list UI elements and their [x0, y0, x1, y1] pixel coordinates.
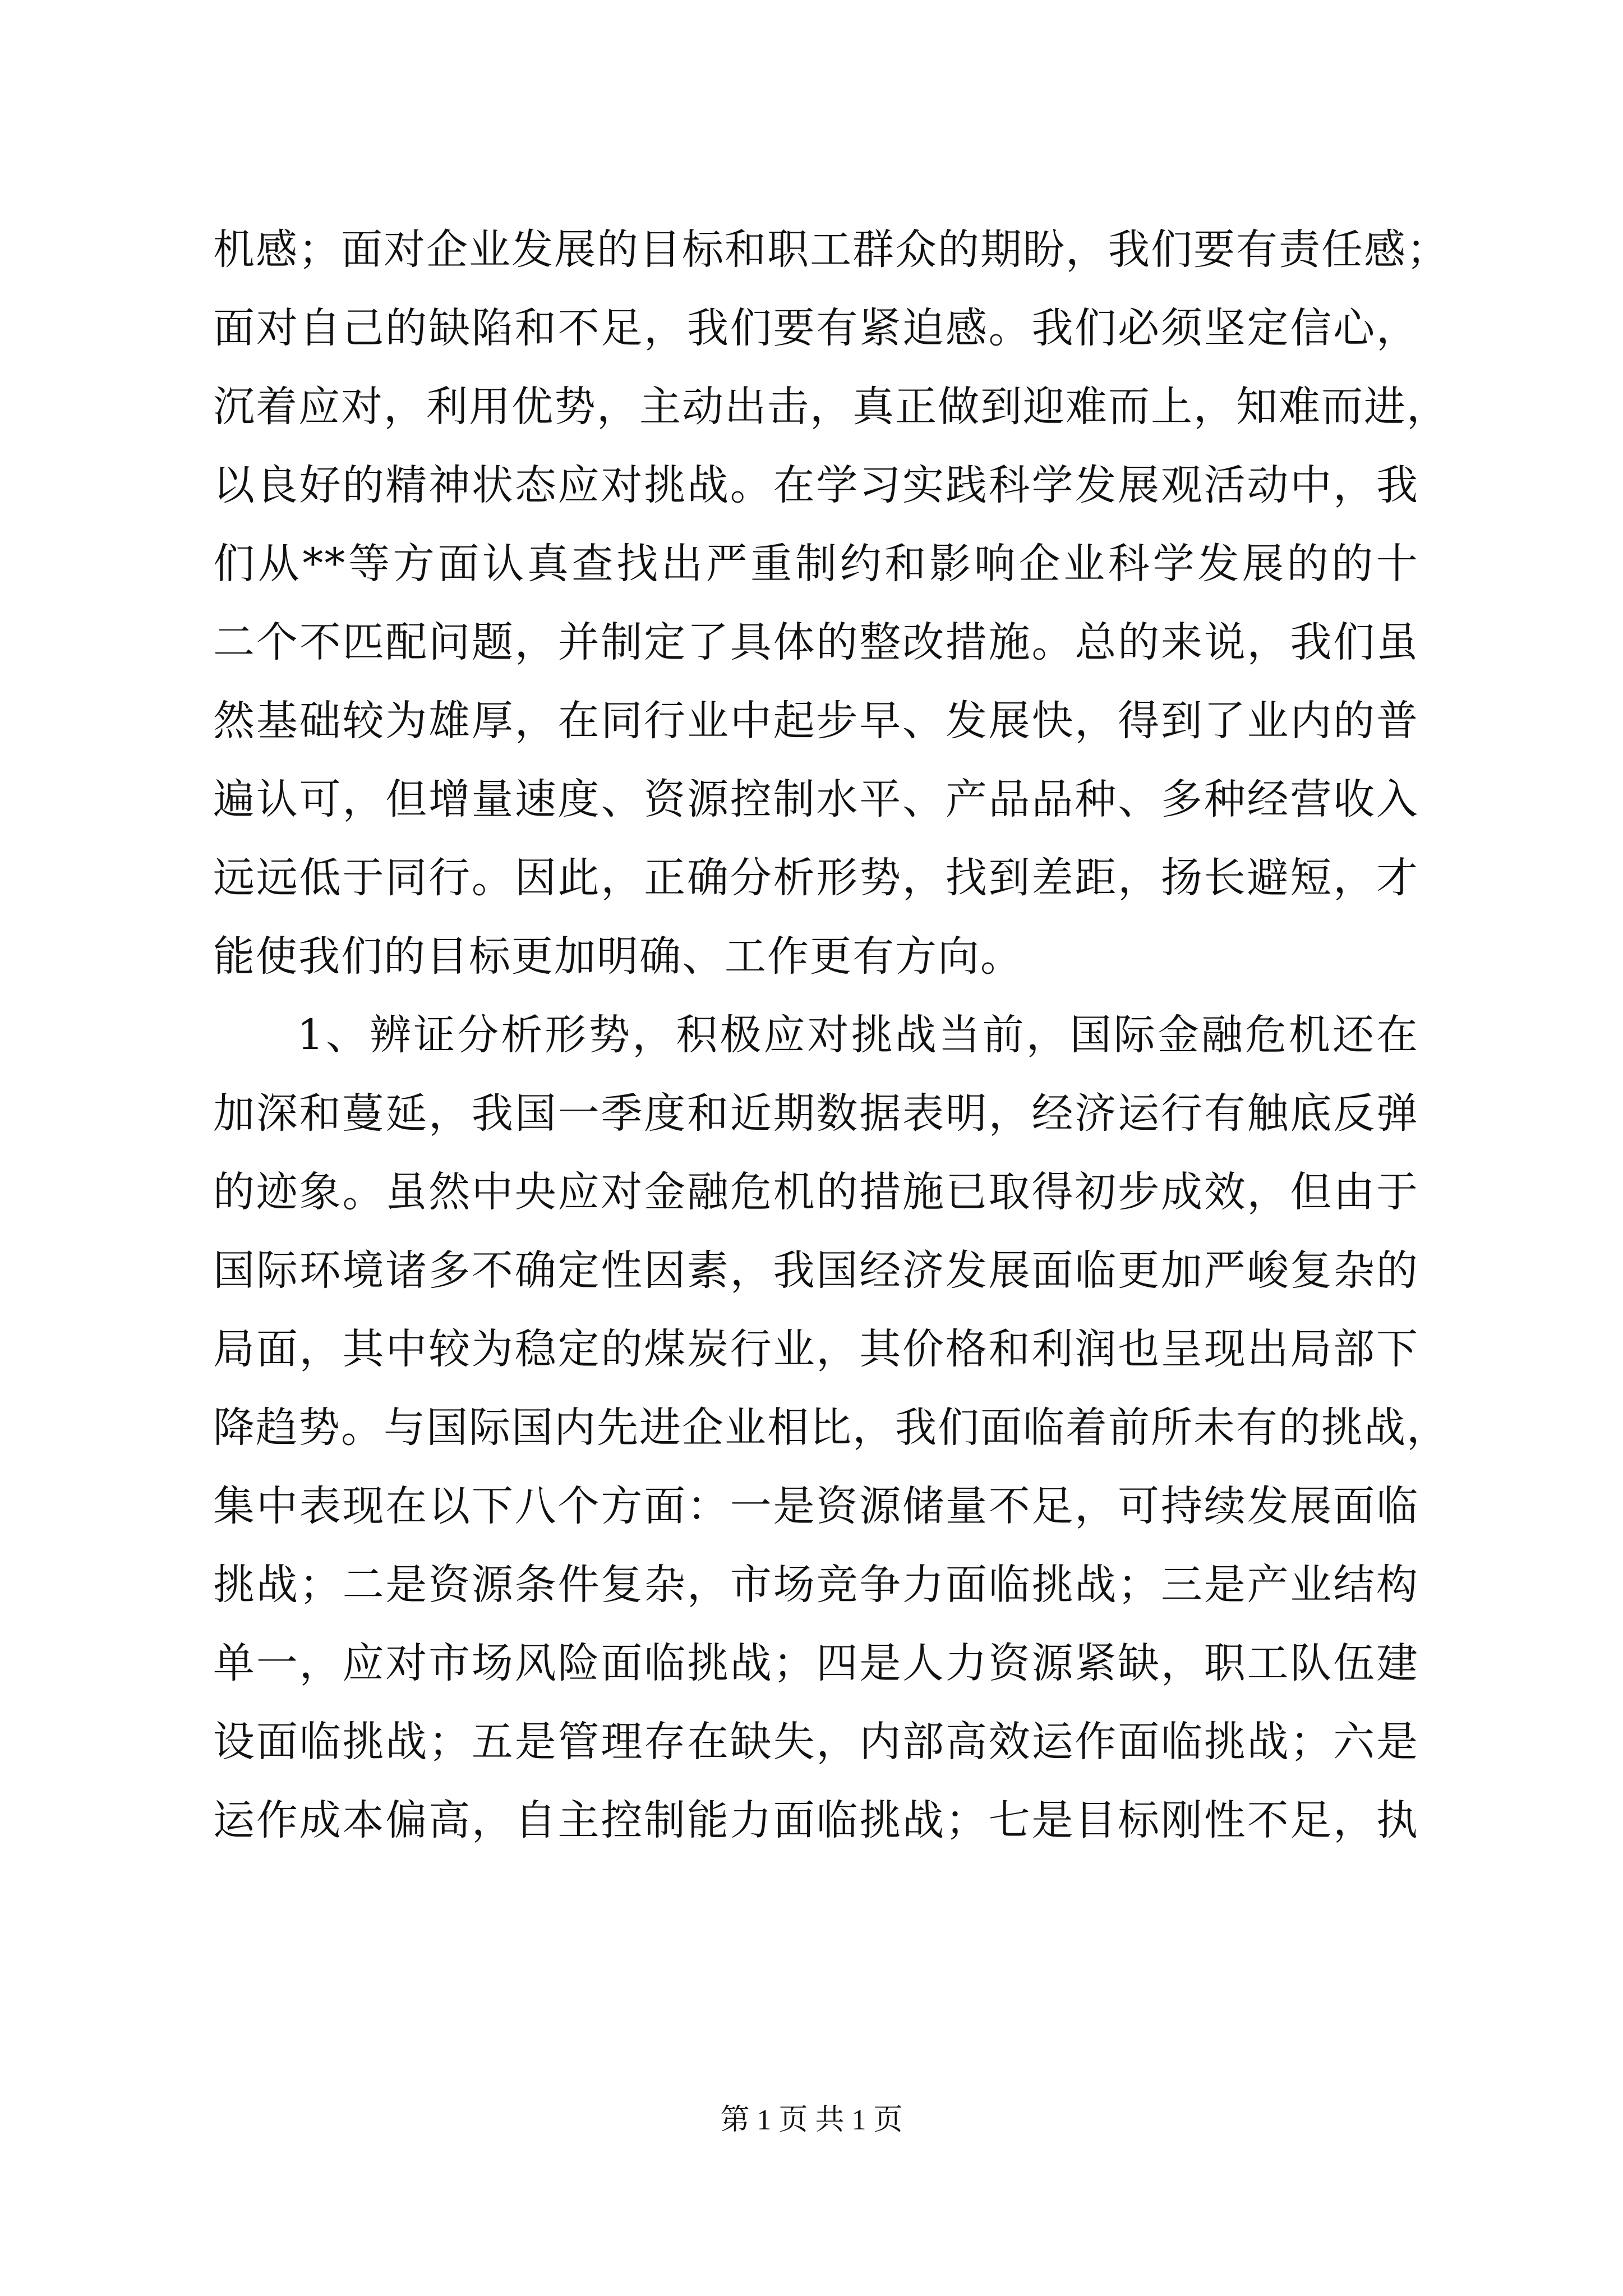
text-line: 国际环境诸多不确定性因素，我国经济发展面临更加严峻复杂的 — [213, 1246, 1419, 1295]
text-line: 挑战；二是资源条件复杂，市场竞争力面临挑战；三是产业结构 — [213, 1561, 1419, 1609]
text-line: 面对自己的缺陷和不足，我们要有紧迫感。我们必须坚定信心， — [213, 304, 1419, 352]
paragraph-2 — [213, 996, 1449, 1860]
text-line: 单一，应对市场风险面临挑战；四是人力资源紧缺，职工队伍建 — [213, 1639, 1419, 1687]
page-number-label: 第 1 页 共 1 页 — [720, 2104, 903, 2136]
document-body — [213, 210, 1449, 1860]
text-line: 1、辨证分析形势，积极应对挑战当前，国际金融危机还在 — [297, 1011, 1419, 1059]
text-line: 降趋势。与国际国内先进企业相比，我们面临着前所未有的挑战， — [213, 1404, 1449, 1452]
text-line: 设面临挑战；五是管理存在缺失，内部高效运作面临挑战；六是 — [213, 1718, 1419, 1766]
text-line: 二个不匹配问题，并制定了具体的整改措施。总的来说，我们虽 — [213, 618, 1419, 666]
text-line: 以良好的精神状态应对挑战。在学习实践科学发展观活动中，我 — [213, 461, 1419, 509]
text-line: 的迹象。虽然中央应对金融危机的措施已取得初步成效，但由于 — [213, 1168, 1419, 1216]
text-line: 加深和蔓延，我国一季度和近期数据表明，经济运行有触底反弹 — [213, 1089, 1419, 1138]
text-line: 沉着应对，利用优势，主动出击，真正做到迎难而上，知难而进， — [213, 383, 1449, 431]
text-line: 能使我们的目标更加明确、工作更有方向。 — [213, 932, 1023, 981]
text-line: 局面，其中较为稳定的煤炭行业，其价格和利润也呈现出局部下 — [213, 1325, 1419, 1373]
paragraph-1 — [213, 210, 1449, 996]
page-footer — [0, 2101, 1623, 2140]
text-line: 运作成本偏高，自主控制能力面临挑战；七是目标刚性不足，执 — [213, 1796, 1419, 1844]
text-line: 集中表现在以下八个方面：一是资源储量不足，可持续发展面临 — [213, 1482, 1419, 1530]
text-line: 然基础较为雄厚，在同行业中起步早、发展快，得到了业内的普 — [213, 697, 1419, 745]
text-line: 远远低于同行。因此，正确分析形势，找到差距，扬长避短，才 — [213, 854, 1419, 902]
text-line: 遍认可，但增量速度、资源控制水平、产品品种、多种经营收入 — [213, 775, 1419, 823]
text-line: 机感；面对企业发展的目标和职工群众的期盼，我们要有责任感； — [213, 226, 1449, 274]
text-line: 们从**等方面认真查找出严重制约和影响企业科学发展的的十 — [213, 540, 1419, 588]
